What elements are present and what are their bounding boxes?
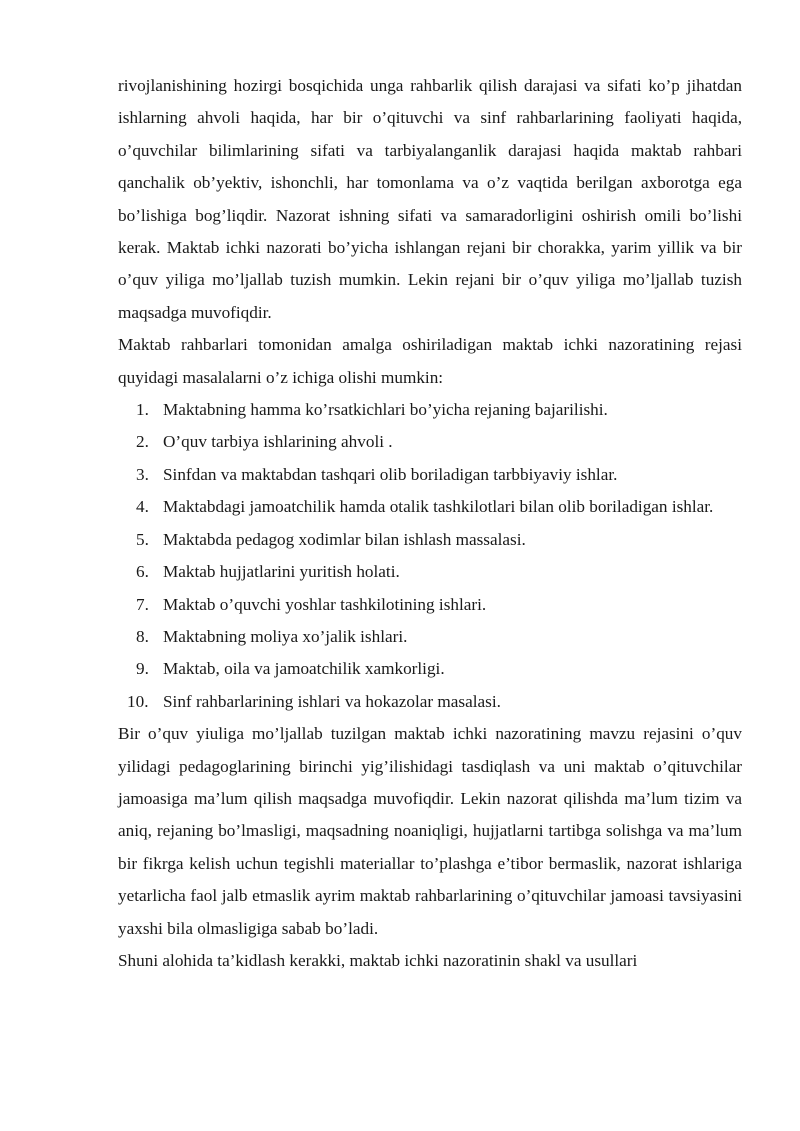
list-item-number: 1. [136, 400, 149, 420]
paragraph-annual-plan: Bir o’quv yiuliga mo’ljallab tuzilgan maktab ichki nazoratining mavzu rejasini o’quv yilidagi pedagoglarining birinchi yig’ilishidagi tasdiqlash va uni maktab o’qituvchilar jamoasiga ma’lum qilish maqsadga muvofiqdir. Lekin nazorat qilishda ma’lum tizim va aniq, rejaning bo’lmasligi, maqsadning noaniqligi, hujjatlarni tartibga solishga va ma’lum bir fikrga kelish uchun tegishli materiallar to’plashga e’tibor bermaslik, nazorat ishlariga yetarlicha faol jalb etmaslik ayrim maktab rahbarlarining o’qituvchilar jamoasi tavsiyasini yaxshi bila olmasligiga sabab bo’ladi. [118, 724, 742, 938]
list-item-number: 7. [136, 594, 149, 614]
list-item [118, 621, 742, 653]
list-item-number: 2. [136, 432, 149, 452]
list-item [118, 589, 742, 621]
list-item-text: Sinfdan va maktabdan tashqari olib boriladigan tarbbiyaviy ishlar. [163, 464, 618, 484]
list-item-text: Maktabning hamma ko’rsatkichlari bo’yicha rejaning bajarilishi. [163, 400, 608, 420]
control-plan-list [118, 394, 742, 718]
list-item-number: 10. [127, 691, 149, 711]
list-item-number: 4. [136, 497, 149, 517]
paragraph-intro: rivojlanishining hozirgi bosqichida unga rahbarlik qilish darajasi va sifati ko’p jihatdan ishlarning ahvoli haqida, har bir o’qituvchi va sinf rahbarlarining faoliyati haqida, o’quvchilar bilimlarining sifati va tarbiyalanganlik darajasi haqida maktab rahbari qanchalik ob’yektiv, ishonchli, har tomonlama va o’z vaqtida berilgan axborotga ega bo’lishiga bog’liqdir. Nazorat ishning sifati va samaradorligini oshirish omili bo’lishi kerak. Maktab ichki nazorati bo’yicha ishlangan rejani bir chorakka, yarim yillik va bir o’quv yiliga mo’ljallab tuzish mumkin. Lekin rejani bir o’quv yiliga mo’ljallab tuzish maqsadga muvofiqdir. [118, 76, 742, 322]
list-item-text: Maktabning moliya xo’jalik ishlari. [163, 626, 408, 646]
list-item [118, 686, 742, 718]
list-item-number: 3. [136, 464, 149, 484]
list-item-number: 9. [136, 659, 149, 679]
list-item [118, 426, 742, 458]
list-item-text: Maktabdagi jamoatchilik hamda otalik tashkilotlari bilan olib boriladigan ishlar. [163, 497, 714, 517]
list-item-text: Maktab hujjatlarini yuritish holati. [163, 562, 400, 582]
paragraph-plan-intro: Maktab rahbarlari tomonidan amalga oshiriladigan maktab ichki nazoratining rejasi quyidagi masalalarni o’z ichiga olishi mumkin: [118, 335, 742, 387]
list-item-text: Maktab o’quvchi yoshlar tashkilotining ishlari. [163, 594, 487, 614]
list-item [118, 653, 742, 685]
list-item [118, 459, 742, 491]
list-item-text: O’quv tarbiya ishlarining ahvoli . [163, 432, 393, 452]
document-page [118, 70, 742, 977]
list-item [118, 394, 742, 426]
list-item [118, 491, 742, 523]
paragraph-emphasis: Shuni alohida ta’kidlash kerakki, maktab ichki nazoratinin shakl va usullari [118, 950, 638, 970]
list-item-number: 5. [136, 529, 149, 549]
list-item-number: 6. [136, 562, 149, 582]
list-item [118, 524, 742, 556]
list-item [118, 556, 742, 588]
list-item-text: Sinf rahbarlarining ishlari va hokazolar masalasi. [163, 691, 501, 711]
list-item-text: Maktabda pedagog xodimlar bilan ishlash massalasi. [163, 529, 526, 549]
list-item-number: 8. [136, 626, 149, 646]
list-item-text: Maktab, oila va jamoatchilik xamkorligi. [163, 659, 445, 679]
